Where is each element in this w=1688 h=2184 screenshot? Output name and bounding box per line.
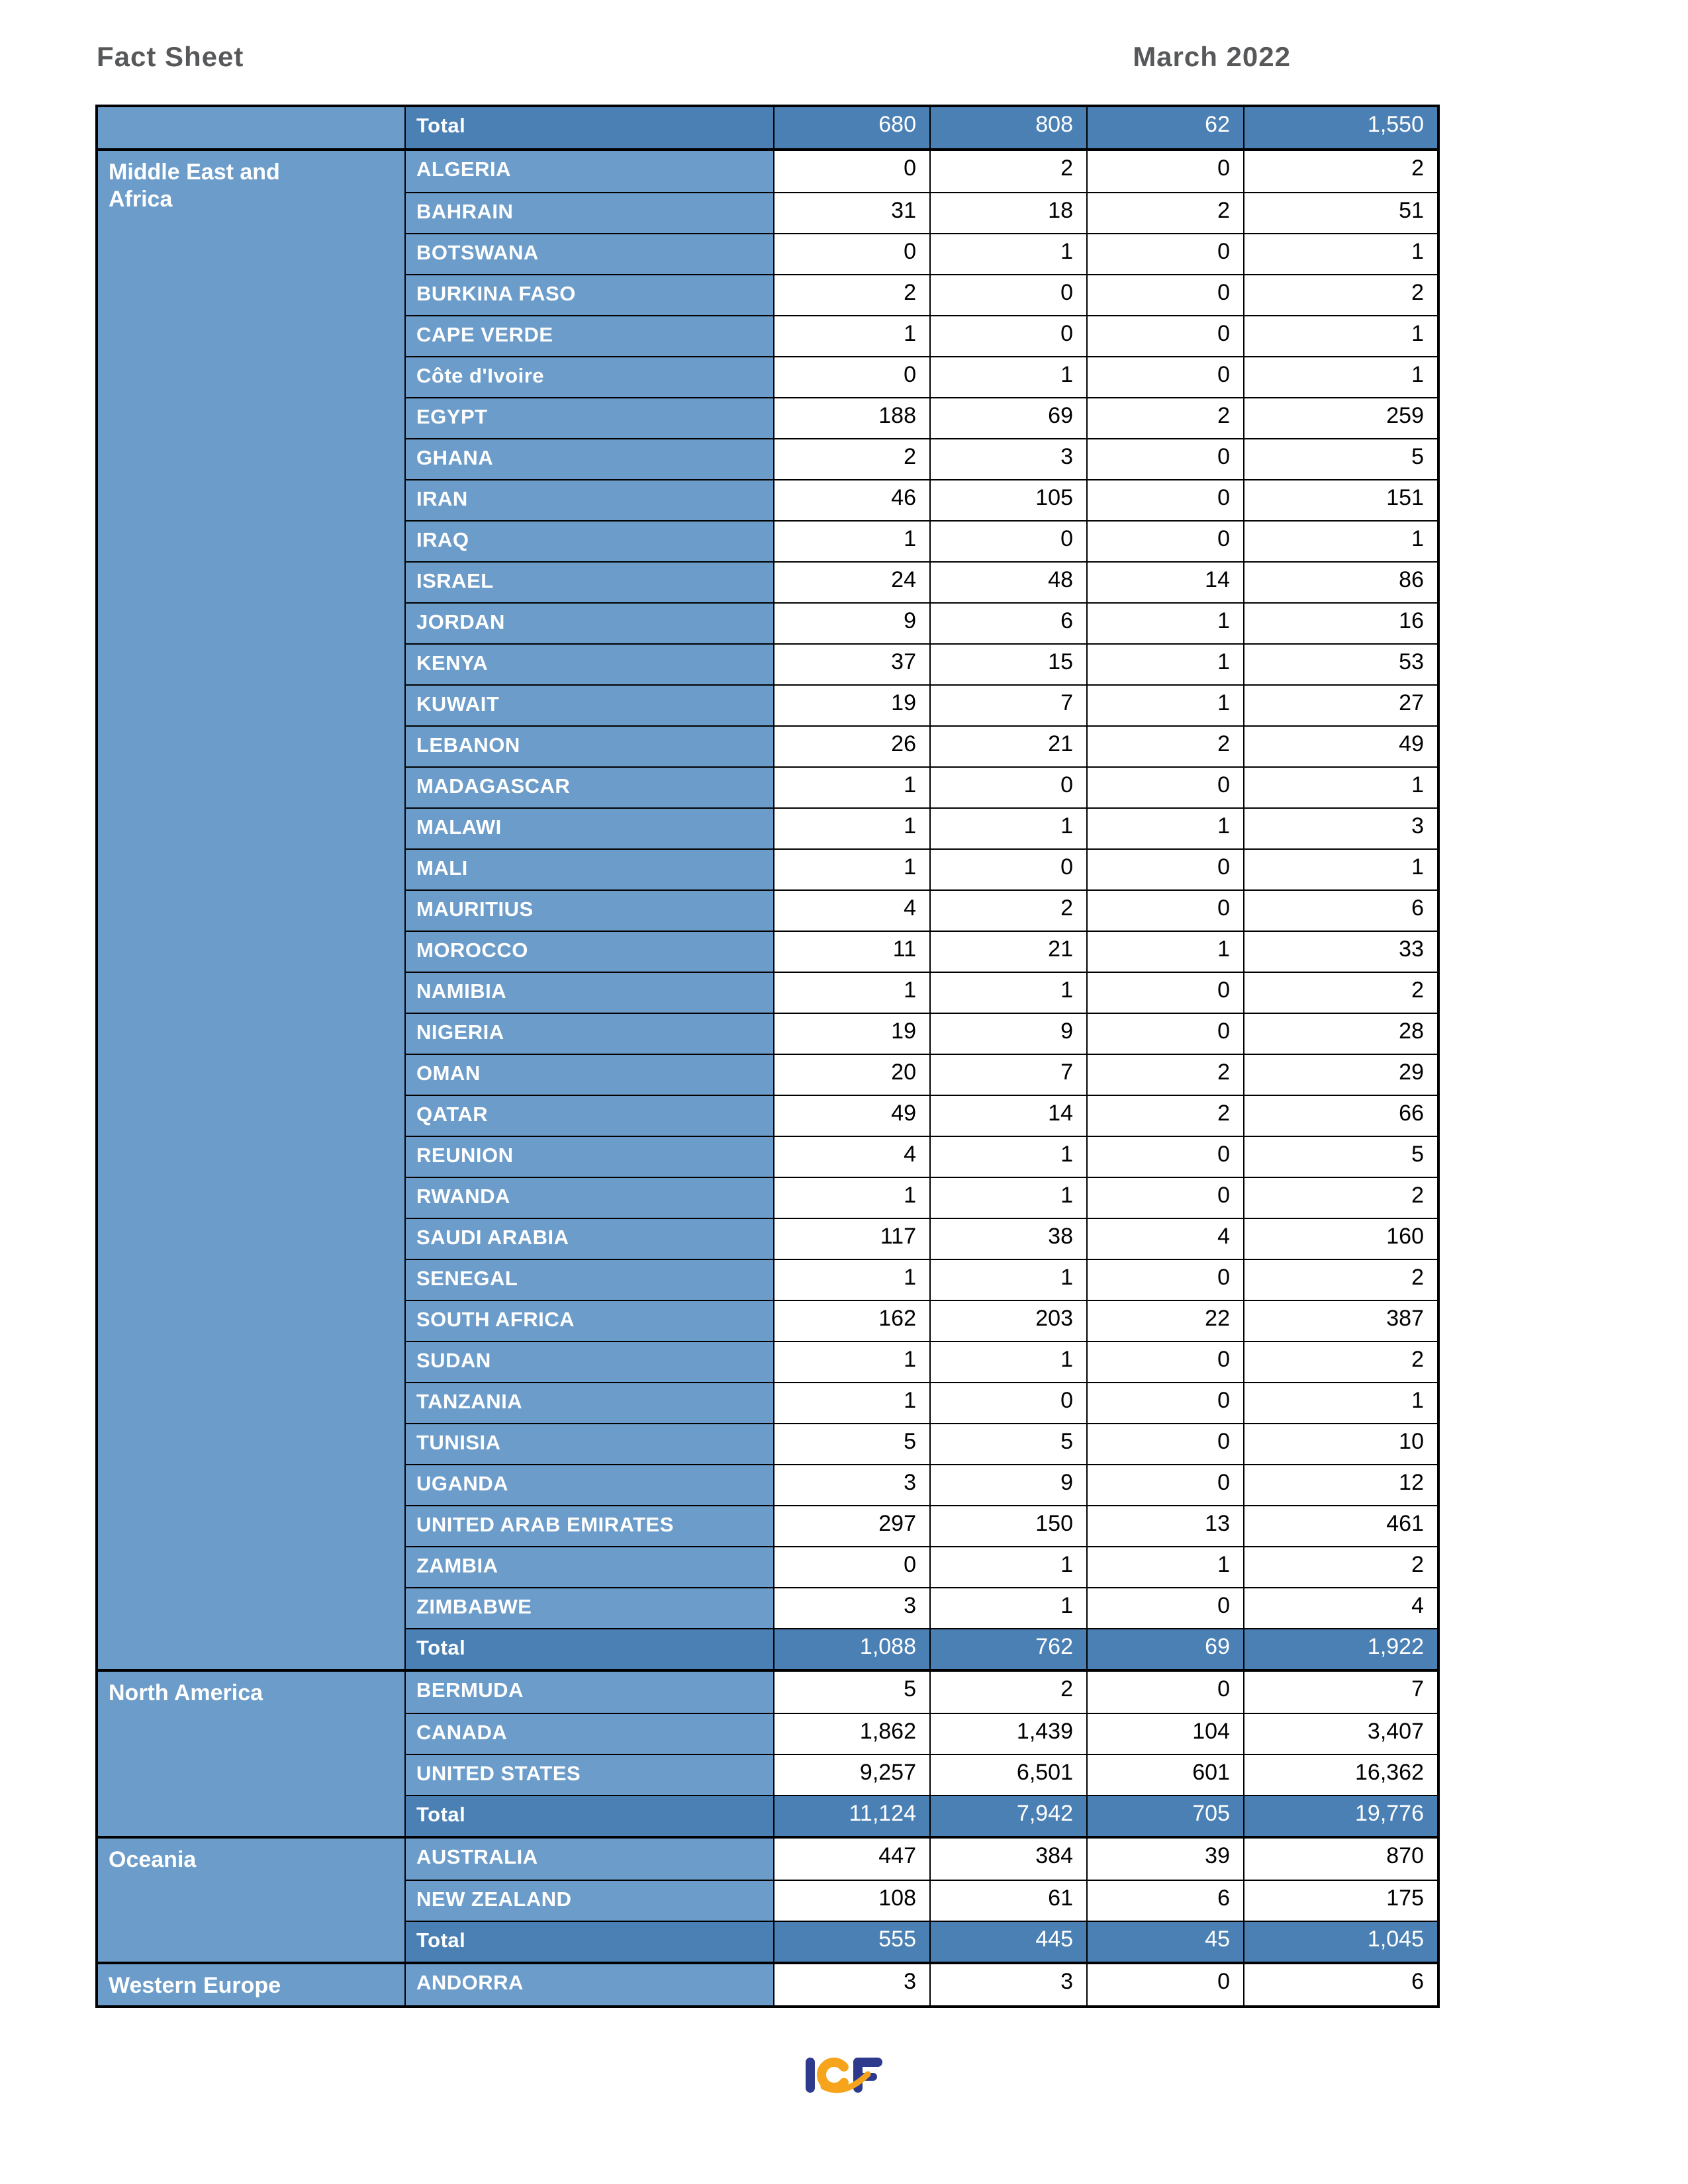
- value-cell: 2: [1243, 1546, 1437, 1587]
- value-cell: 5: [1243, 438, 1437, 479]
- value-cell: 1: [773, 972, 929, 1013]
- value-cell: 461: [1243, 1505, 1437, 1546]
- value-cell: 4: [773, 1136, 929, 1177]
- total-row-label: Total: [404, 1921, 773, 1962]
- value-cell: 0: [1086, 1964, 1243, 2005]
- value-cell: 86: [1243, 561, 1437, 602]
- table-row-label: ZAMBIA: [404, 1546, 773, 1587]
- region-cell: [98, 107, 404, 148]
- value-cell: 3,407: [1243, 1713, 1437, 1754]
- value-cell: 188: [773, 397, 929, 438]
- value-cell: 49: [773, 1095, 929, 1136]
- value-cell: 1,439: [929, 1713, 1086, 1754]
- region-label: Middle East and Africa: [109, 159, 280, 212]
- value-cell: 7: [1243, 1672, 1437, 1713]
- table-row-label: SENEGAL: [404, 1259, 773, 1300]
- region-block: [98, 1836, 1437, 1962]
- value-cell: 19: [773, 1013, 929, 1054]
- value-cell: 117: [773, 1218, 929, 1259]
- value-cell: 1: [1243, 233, 1437, 274]
- value-cell: 0: [773, 356, 929, 397]
- value-cell: 0: [1086, 151, 1243, 192]
- value-cell: 0: [1086, 1177, 1243, 1218]
- total-row-label: Total: [404, 107, 773, 148]
- value-cell: 0: [1086, 1136, 1243, 1177]
- table-row-label: MOROCCO: [404, 931, 773, 972]
- value-cell: 28: [1243, 1013, 1437, 1054]
- value-cell: 3: [773, 1587, 929, 1628]
- value-cell: 0: [1086, 1587, 1243, 1628]
- value-cell: 0: [1086, 848, 1243, 889]
- value-cell: 2: [1243, 1341, 1437, 1382]
- value-cell: 1: [929, 1546, 1086, 1587]
- table-row-label: ISRAEL: [404, 561, 773, 602]
- value-cell: 104: [1086, 1713, 1243, 1754]
- value-cell: 10: [1243, 1423, 1437, 1464]
- value-cell: 808: [929, 107, 1086, 148]
- value-cell: 7: [929, 1054, 1086, 1095]
- value-cell: 0: [1086, 479, 1243, 520]
- value-cell: 29: [1243, 1054, 1437, 1095]
- value-cell: 21: [929, 725, 1086, 766]
- table-row-label: OMAN: [404, 1054, 773, 1095]
- value-cell: 2: [1086, 397, 1243, 438]
- table-row-label: CANADA: [404, 1713, 773, 1754]
- value-cell: 0: [1086, 972, 1243, 1013]
- value-cell: 2: [1243, 1177, 1437, 1218]
- table-row-label: KUWAIT: [404, 684, 773, 725]
- value-cell: 0: [929, 1382, 1086, 1423]
- value-cell: 0: [1086, 1672, 1243, 1713]
- value-cell: 105: [929, 479, 1086, 520]
- table-row-label: UNITED ARAB EMIRATES: [404, 1505, 773, 1546]
- value-cell: 61: [929, 1880, 1086, 1921]
- value-cell: 0: [773, 1546, 929, 1587]
- value-cell: 0: [773, 233, 929, 274]
- table-row-label: QATAR: [404, 1095, 773, 1136]
- value-cell: 2: [1243, 972, 1437, 1013]
- value-cell: 0: [1086, 1423, 1243, 1464]
- value-cell: 1: [773, 807, 929, 848]
- value-cell: 4: [1086, 1218, 1243, 1259]
- value-cell: 31: [773, 192, 929, 233]
- value-cell: 12: [1243, 1464, 1437, 1505]
- table-row-label: BOTSWANA: [404, 233, 773, 274]
- table-row-label: BAHRAIN: [404, 192, 773, 233]
- table-row-label: NEW ZEALAND: [404, 1880, 773, 1921]
- value-cell: 384: [929, 1839, 1086, 1880]
- value-cell: 16,362: [1243, 1754, 1437, 1795]
- table-row-label: KENYA: [404, 643, 773, 684]
- value-cell: 1: [1086, 931, 1243, 972]
- table-row-label: ALGERIA: [404, 151, 773, 192]
- table-row-label: MADAGASCAR: [404, 766, 773, 807]
- value-cell: 26: [773, 725, 929, 766]
- table-row-label: TANZANIA: [404, 1382, 773, 1423]
- value-cell: 680: [773, 107, 929, 148]
- region-label: North America: [109, 1680, 263, 1706]
- value-cell: 0: [929, 274, 1086, 315]
- value-cell: 9: [773, 602, 929, 643]
- value-cell: 0: [929, 520, 1086, 561]
- value-cell: 297: [773, 1505, 929, 1546]
- icf-logo: [803, 2053, 885, 2098]
- value-cell: 2: [1086, 1095, 1243, 1136]
- value-cell: 1: [773, 1382, 929, 1423]
- region-cell: [98, 1839, 404, 1962]
- value-cell: 14: [929, 1095, 1086, 1136]
- table-row-label: IRAQ: [404, 520, 773, 561]
- table-row-label: REUNION: [404, 1136, 773, 1177]
- value-cell: 11,124: [773, 1795, 929, 1836]
- value-cell: 19: [773, 684, 929, 725]
- value-cell: 0: [1086, 233, 1243, 274]
- value-cell: 0: [1086, 1464, 1243, 1505]
- value-cell: 0: [1086, 1341, 1243, 1382]
- value-cell: 37: [773, 643, 929, 684]
- value-cell: 46: [773, 479, 929, 520]
- value-cell: 11: [773, 931, 929, 972]
- value-cell: 1: [1243, 520, 1437, 561]
- value-cell: 9: [929, 1464, 1086, 1505]
- value-cell: 15: [929, 643, 1086, 684]
- value-cell: 1,550: [1243, 107, 1437, 148]
- value-cell: 1: [929, 1259, 1086, 1300]
- region-block: [98, 1962, 1437, 2005]
- table-row-label: ZIMBABWE: [404, 1587, 773, 1628]
- value-cell: 0: [1086, 315, 1243, 356]
- value-cell: 1: [929, 356, 1086, 397]
- table-row-label: BURKINA FASO: [404, 274, 773, 315]
- value-cell: 2: [1243, 274, 1437, 315]
- value-cell: 259: [1243, 397, 1437, 438]
- value-cell: 1: [929, 233, 1086, 274]
- table-row-label: SAUDI ARABIA: [404, 1218, 773, 1259]
- value-cell: 1,862: [773, 1713, 929, 1754]
- table-row-label: SUDAN: [404, 1341, 773, 1382]
- value-cell: 762: [929, 1628, 1086, 1669]
- value-cell: 24: [773, 561, 929, 602]
- value-cell: 6: [1086, 1880, 1243, 1921]
- region-block: [98, 1669, 1437, 1836]
- value-cell: 3: [929, 438, 1086, 479]
- value-cell: 555: [773, 1921, 929, 1962]
- value-cell: 2: [1086, 192, 1243, 233]
- table-row-label: EGYPT: [404, 397, 773, 438]
- table-row-label: MAURITIUS: [404, 889, 773, 931]
- value-cell: 1: [929, 972, 1086, 1013]
- value-cell: 0: [1086, 889, 1243, 931]
- table-row-label: NAMIBIA: [404, 972, 773, 1013]
- value-cell: 160: [1243, 1218, 1437, 1259]
- value-cell: 6: [1243, 1964, 1437, 2005]
- value-cell: 19,776: [1243, 1795, 1437, 1836]
- value-cell: 0: [773, 151, 929, 192]
- value-cell: 150: [929, 1505, 1086, 1546]
- value-cell: 51: [1243, 192, 1437, 233]
- value-cell: 66: [1243, 1095, 1437, 1136]
- value-cell: 2: [1086, 725, 1243, 766]
- value-cell: 108: [773, 1880, 929, 1921]
- value-cell: 21: [929, 931, 1086, 972]
- value-cell: 175: [1243, 1880, 1437, 1921]
- value-cell: 1: [929, 1587, 1086, 1628]
- page-title: Fact Sheet: [97, 41, 244, 72]
- value-cell: 387: [1243, 1300, 1437, 1341]
- table-row-label: ANDORRA: [404, 1964, 773, 2005]
- value-cell: 1: [1086, 807, 1243, 848]
- value-cell: 1: [929, 1177, 1086, 1218]
- table-row-label: NIGERIA: [404, 1013, 773, 1054]
- value-cell: 0: [1086, 1382, 1243, 1423]
- table-row-label: MALI: [404, 848, 773, 889]
- value-cell: 601: [1086, 1754, 1243, 1795]
- value-cell: 1,922: [1243, 1628, 1437, 1669]
- value-cell: 6,501: [929, 1754, 1086, 1795]
- value-cell: 18: [929, 192, 1086, 233]
- table-row-label: TUNISIA: [404, 1423, 773, 1464]
- value-cell: 22: [1086, 1300, 1243, 1341]
- value-cell: 1: [929, 1136, 1086, 1177]
- value-cell: 2: [773, 274, 929, 315]
- value-cell: 445: [929, 1921, 1086, 1962]
- table-row-label: RWANDA: [404, 1177, 773, 1218]
- value-cell: 2: [773, 438, 929, 479]
- table-row-label: JORDAN: [404, 602, 773, 643]
- logo-letter-c: [821, 2062, 847, 2087]
- value-cell: 7,942: [929, 1795, 1086, 1836]
- value-cell: 1: [929, 807, 1086, 848]
- region-label: Oceania: [109, 1847, 197, 1872]
- value-cell: 6: [1243, 889, 1437, 931]
- value-cell: 1: [773, 1341, 929, 1382]
- region-cell: [98, 1964, 404, 2005]
- value-cell: 13: [1086, 1505, 1243, 1546]
- value-cell: 0: [1086, 520, 1243, 561]
- value-cell: 7: [929, 684, 1086, 725]
- table-row-label: LEBANON: [404, 725, 773, 766]
- value-cell: 1: [1086, 684, 1243, 725]
- value-cell: 14: [1086, 561, 1243, 602]
- data-table: [95, 105, 1440, 2008]
- value-cell: 5: [773, 1672, 929, 1713]
- table-row-label: GHANA: [404, 438, 773, 479]
- value-cell: 16: [1243, 602, 1437, 643]
- value-cell: 0: [1086, 1259, 1243, 1300]
- value-cell: 0: [1086, 766, 1243, 807]
- value-cell: 45: [1086, 1921, 1243, 1962]
- value-cell: 69: [929, 397, 1086, 438]
- value-cell: 48: [929, 561, 1086, 602]
- value-cell: 3: [1243, 807, 1437, 848]
- value-cell: 39: [1086, 1839, 1243, 1880]
- value-cell: 2: [1086, 1054, 1243, 1095]
- value-cell: 6: [929, 602, 1086, 643]
- value-cell: 9,257: [773, 1754, 929, 1795]
- value-cell: 3: [773, 1464, 929, 1505]
- value-cell: 3: [929, 1964, 1086, 2005]
- value-cell: 1: [1243, 848, 1437, 889]
- value-cell: 0: [1086, 356, 1243, 397]
- value-cell: 1: [1243, 356, 1437, 397]
- region-cell: [98, 1672, 404, 1836]
- value-cell: 870: [1243, 1839, 1437, 1880]
- value-cell: 53: [1243, 643, 1437, 684]
- value-cell: 1: [1243, 315, 1437, 356]
- value-cell: 4: [773, 889, 929, 931]
- value-cell: 62: [1086, 107, 1243, 148]
- logo-letter-i: [806, 2058, 815, 2093]
- table-row-label: UGANDA: [404, 1464, 773, 1505]
- value-cell: 0: [929, 315, 1086, 356]
- value-cell: 1: [929, 1341, 1086, 1382]
- total-row-label: Total: [404, 1795, 773, 1836]
- value-cell: 1: [773, 766, 929, 807]
- total-row-label: Total: [404, 1628, 773, 1669]
- value-cell: 5: [929, 1423, 1086, 1464]
- table-row-label: Côte d'Ivoire: [404, 356, 773, 397]
- value-cell: 38: [929, 1218, 1086, 1259]
- value-cell: 0: [929, 848, 1086, 889]
- value-cell: 1: [773, 1177, 929, 1218]
- table-row-label: MALAWI: [404, 807, 773, 848]
- value-cell: 2: [929, 151, 1086, 192]
- value-cell: 151: [1243, 479, 1437, 520]
- table-row-label: IRAN: [404, 479, 773, 520]
- value-cell: 3: [773, 1964, 929, 2005]
- value-cell: 5: [1243, 1136, 1437, 1177]
- value-cell: 705: [1086, 1795, 1243, 1836]
- value-cell: 4: [1243, 1587, 1437, 1628]
- value-cell: 1: [773, 520, 929, 561]
- value-cell: 1,088: [773, 1628, 929, 1669]
- page-date: March 2022: [1133, 41, 1291, 72]
- value-cell: 33: [1243, 931, 1437, 972]
- table-row-label: SOUTH AFRICA: [404, 1300, 773, 1341]
- value-cell: 447: [773, 1839, 929, 1880]
- value-cell: 49: [1243, 725, 1437, 766]
- value-cell: 1: [773, 1259, 929, 1300]
- region-label: Western Europe: [109, 1973, 281, 1998]
- value-cell: 1: [1086, 602, 1243, 643]
- value-cell: 1: [1243, 766, 1437, 807]
- table-row-label: UNITED STATES: [404, 1754, 773, 1795]
- value-cell: 2: [1243, 1259, 1437, 1300]
- value-cell: 203: [929, 1300, 1086, 1341]
- table-row-label: BERMUDA: [404, 1672, 773, 1713]
- value-cell: 0: [1086, 438, 1243, 479]
- table-row-label: AUSTRALIA: [404, 1839, 773, 1880]
- region-block: [98, 148, 1437, 1669]
- value-cell: 69: [1086, 1628, 1243, 1669]
- value-cell: 1: [1086, 1546, 1243, 1587]
- value-cell: 0: [929, 766, 1086, 807]
- value-cell: 2: [929, 889, 1086, 931]
- value-cell: 0: [1086, 274, 1243, 315]
- region-block: [98, 107, 1437, 148]
- value-cell: 1: [1086, 643, 1243, 684]
- value-cell: 2: [929, 1672, 1086, 1713]
- value-cell: 0: [1086, 1013, 1243, 1054]
- value-cell: 1,045: [1243, 1921, 1437, 1962]
- value-cell: 1: [773, 848, 929, 889]
- value-cell: 162: [773, 1300, 929, 1341]
- value-cell: 20: [773, 1054, 929, 1095]
- value-cell: 5: [773, 1423, 929, 1464]
- region-cell: [98, 151, 404, 1669]
- value-cell: 2: [1243, 151, 1437, 192]
- value-cell: 1: [773, 315, 929, 356]
- value-cell: 1: [1243, 1382, 1437, 1423]
- table-row-label: CAPE VERDE: [404, 315, 773, 356]
- value-cell: 9: [929, 1013, 1086, 1054]
- value-cell: 27: [1243, 684, 1437, 725]
